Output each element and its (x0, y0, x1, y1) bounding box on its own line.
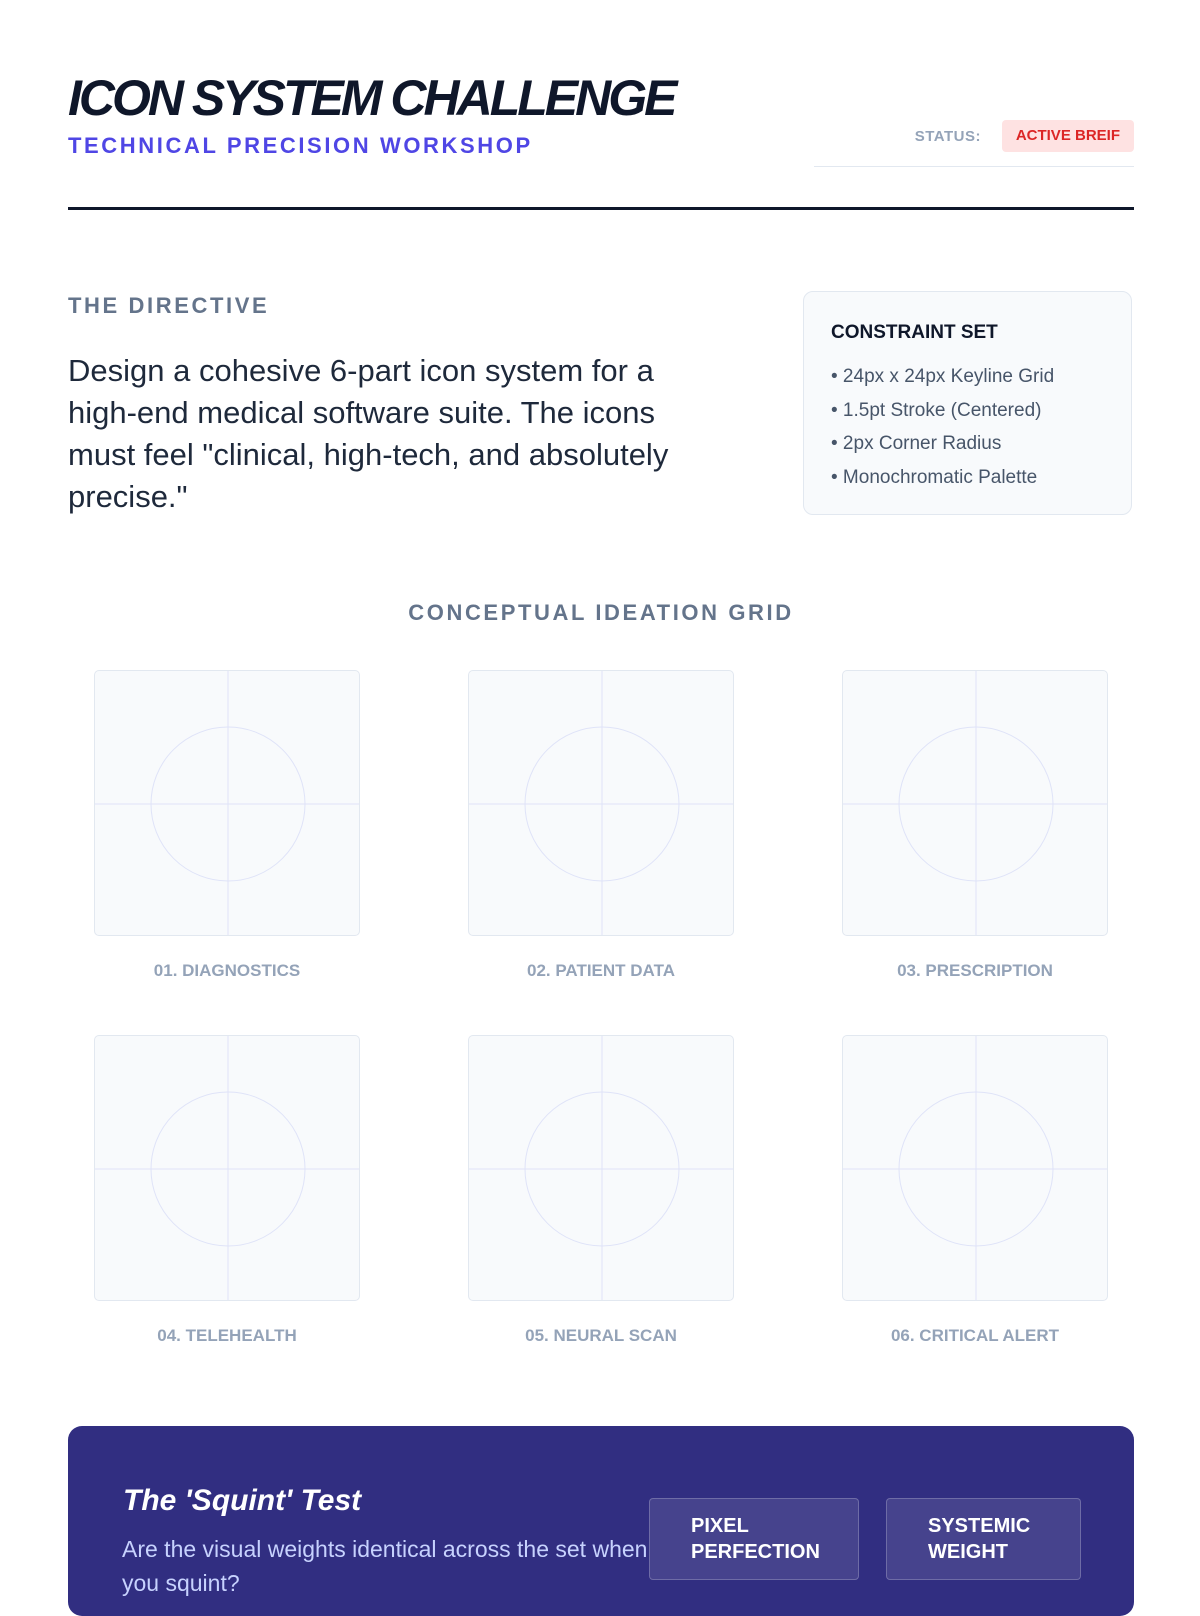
constraint-list (831, 360, 1054, 494)
icon-canvas[interactable] (468, 670, 734, 936)
squint-test-title: The 'Squint' Test (123, 1484, 362, 1517)
ideation-grid (94, 670, 1108, 1350)
ideation-cell (468, 1035, 734, 1355)
page-title: ICON SYSTEM CHALLENGE (68, 70, 675, 126)
ideation-cell (842, 1035, 1108, 1355)
header-divider (68, 207, 1134, 210)
cell-label: 03. PRESCRIPTION (897, 961, 1053, 980)
icon-canvas[interactable] (94, 1035, 360, 1301)
systemic-weight-chip (886, 1498, 1081, 1580)
pixel-perfection-chip (649, 1498, 859, 1580)
keyline-guide-icon (95, 1036, 360, 1301)
constraint-title: CONSTRAINT SET (831, 322, 998, 343)
page (68, 0, 1134, 1600)
ideation-cell (468, 670, 734, 990)
cell-label: 04. TELEHEALTH (157, 1326, 297, 1345)
keyline-guide-icon (469, 1036, 734, 1301)
squint-test-banner (68, 1426, 1134, 1616)
ideation-grid-label: CONCEPTUAL IDEATION GRID (408, 600, 794, 625)
keyline-guide-icon (843, 1036, 1108, 1301)
cell-label: 05. NEURAL SCAN (525, 1326, 677, 1345)
header (68, 68, 1134, 210)
ideation-cell (94, 670, 360, 990)
constraint-card (803, 291, 1132, 515)
icon-canvas[interactable] (842, 1035, 1108, 1301)
cell-label: 02. PATIENT DATA (527, 961, 675, 980)
keyline-guide-icon (843, 671, 1108, 936)
cell-label: 06. CRITICAL ALERT (890, 1326, 1060, 1345)
icon-canvas[interactable] (468, 1035, 734, 1301)
cell-label: 01. DIAGNOSTICS (153, 961, 301, 980)
ideation-cell (842, 670, 1108, 990)
directive-text: Design a cohesive 6-part icon system for a high-end medical software suite. The icons must feel "clinical, high-tech, and absolutely precise." (68, 353, 669, 514)
keyline-guide-icon (95, 671, 360, 936)
chip-label: SYSTEMIC WEIGHT (928, 1515, 1031, 1563)
keyline-guide-icon (469, 671, 734, 936)
ideation-cell (94, 1035, 360, 1355)
status-label: STATUS: (914, 128, 981, 145)
constraint-item: • 1.5pt Stroke (Centered) (831, 399, 1042, 421)
icon-canvas[interactable] (842, 670, 1108, 936)
icon-canvas[interactable] (94, 670, 360, 936)
chip-label: PIXEL PERFECTION (691, 1515, 820, 1563)
constraint-item: • 24px x 24px Keyline Grid (831, 366, 1055, 387)
constraint-item: • Monochromatic Palette (831, 466, 1038, 488)
directive-label: THE DIRECTIVE (68, 293, 270, 318)
status-block (814, 120, 1134, 167)
squint-test-text: Are the visual weights identical across the set when you squint? (122, 1536, 648, 1596)
page-subtitle: TECHNICAL PRECISION WORKSHOP (68, 133, 533, 158)
constraint-item: • 2px Corner Radius (831, 433, 1002, 454)
status-badge: ACTIVE BREIF (1002, 120, 1134, 152)
